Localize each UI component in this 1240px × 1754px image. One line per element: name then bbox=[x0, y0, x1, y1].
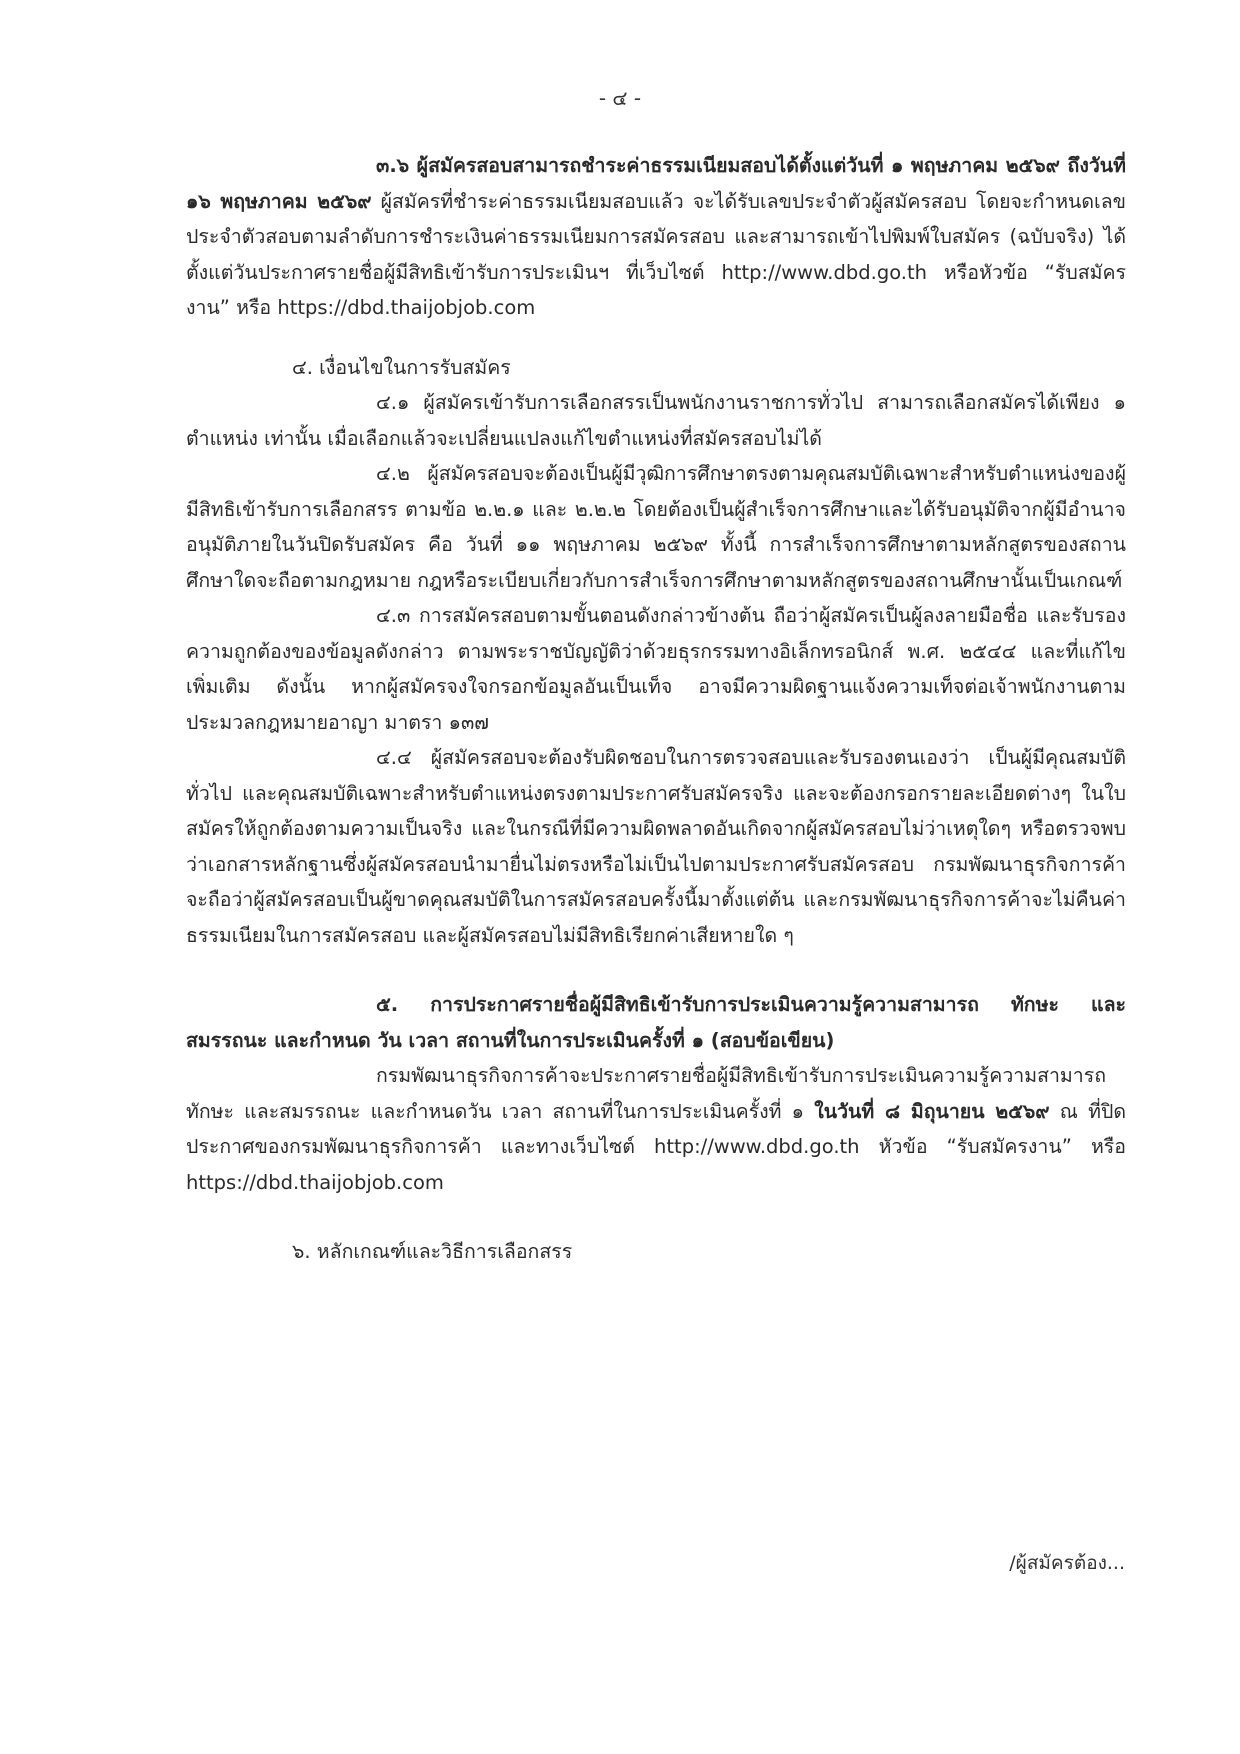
section-3-6-body: ผู้สมัครที่ชำระค่าธรรมเนียมสอบแล้ว จะได้รับเลขประจำตัวผู้สมัครสอบ โดยจะกำหนดเลขประจำตัวสอบตามลำดับการชำระเงินค่าธรรมเนียมการสมัครสอบ และสามารถเข้าไปพิมพ์ใบสมัคร (ฉบับจริง) ได้ตั้งแต่วันประกาศรายชื่อผู้มีสิทธิเข้ารับการประเมินฯ ที่เว็บไซต์ http://www.dbd.go.th หรือหัวข้อ “รับสมัครงาน” หรือ https://dbd.thaijobjob.com bbox=[186, 189, 1126, 319]
section-5-heading: ๕. การประกาศรายชื่อผู้มีสิทธิเข้ารับการประเมินความรู้ความสามารถ ทักษะ และสมรรถนะ และกำหนด วัน เวลา สถานที่ในการประเมินครั้งที่ ๑ (สอบข้อเขียน) bbox=[186, 993, 1126, 1052]
section-3-6-paragraph bbox=[186, 148, 1126, 326]
section-5-date: ในวันที่ ๘ มิถุนายน ๒๕๖๙ bbox=[814, 1099, 1050, 1123]
section-3-6-lead: ๓.๖ ผู้สมัครสอบสามารถชำระค่าธรรมเนียมสอบได้ตั้งแต่วันที่ ๑ พฤษภาคม ๒๕๖๙ ถึงวันที่ ๑๖ พฤษภาคม ๒๕๖๙ bbox=[186, 154, 1126, 213]
document-body bbox=[186, 148, 1126, 1270]
section-5-body-tail: ณ ที่ปิดประกาศของกรมพัฒนาธุรกิจการค้า และทางเว็บไซต์ http://www.dbd.go.th หัวข้อ “รับสมัครงาน” หรือ https://dbd.thaijobjob.com bbox=[186, 1099, 1126, 1194]
section-5-body bbox=[186, 1058, 1126, 1200]
section-4-1: ๔.๑ ผู้สมัครเข้ารับการเลือกสรรเป็นพนักงานราชการทั่วไป สามารถเลือกสมัครได้เพียง ๑ ตำแหน่ง เท่านั้น เมื่อเลือกแล้วจะเปลี่ยนแปลงแก้ไขตำแหน่งที่สมัครสอบไม่ได้ bbox=[186, 391, 1126, 450]
section-4-2: ๔.๒ ผู้สมัครสอบจะต้องเป็นผู้มีวุฒิการศึกษาตรงตามคุณสมบัติเฉพาะสำหรับตำแหน่งของผู้มีสิทธิเข้ารับการเลือกสรร ตามข้อ ๒.๒.๑ และ ๒.๒.๒ โดยต้องเป็นผู้สำเร็จการศึกษาและได้รับอนุมัติจากผู้มีอำนาจอนุมัติภายในวันปิดรับสมัคร คือ วันที่ ๑๑ พฤษภาคม ๒๕๖๙ ทั้งนี้ การสำเร็จการศึกษาตามหลักสูตรของสถานศึกษาใดจะถือตามกฎหมาย กฎหรือระเบียบเกี่ยวกับการสำเร็จการศึกษาตามหลักสูตรของสถานศึกษานั้นเป็นเกณฑ์ bbox=[186, 462, 1126, 592]
section-5-body-text: กรมพัฒนาธุรกิจการค้าจะประกาศรายชื่อผู้มีสิทธิเข้ารับการประเมินความรู้ความสามารถ ทักษะ และสมรรถนะ และกำหนดวัน เวลา สถานที่ในการประเมินครั้งที่ ๑ bbox=[186, 1064, 1107, 1123]
page-number: - ๔ - bbox=[598, 86, 642, 110]
section-4-4: ๔.๔ ผู้สมัครสอบจะต้องรับผิดชอบในการตรวจสอบและรับรองตนเองว่า เป็นผู้มีคุณสมบัติทั่วไป และคุณสมบัติเฉพาะสำหรับตำแหน่งตรงตามประกาศรับสมัครจริง และจะต้องกรอกรายละเอียดต่างๆ ในใบสมัครให้ถูกต้องตามความเป็นจริง และในกรณีที่มีความผิดพลาดอันเกิดจากผู้สมัครสอบไม่ว่าเหตุใดๆ หรือตรวจพบว่าเอกสารหลักฐานซึ่งผู้สมัครสอบนำมายื่นไม่ตรงหรือไม่เป็นไปตามประกาศรับสมัครสอบ กรมพัฒนาธุรกิจการค้า จะถือว่าผู้สมัครสอบเป็นผู้ขาดคุณสมบัติในการสมัครสอบครั้งนี้มาตั้งแต่ต้น และกรมพัฒนาธุรกิจการค้าจะไม่คืนค่าธรรมเนียมในการสมัครสอบ และผู้สมัครสอบไม่มีสิทธิเรียกค่าเสียหายใด ๆ bbox=[186, 746, 1126, 947]
continuation-marker: /ผู้สมัครต้อง... bbox=[1009, 1552, 1125, 1574]
section-4-3: ๔.๓ การสมัครสอบตามขั้นตอนดังกล่าวข้างต้น ถือว่าผู้สมัครเป็นผู้ลงลายมือชื่อ และรับรองความถูกต้องของข้อมูลดังกล่าว ตามพระราชบัญญัติว่าด้วยธุรกรรมทางอิเล็กทรอนิกส์ พ.ศ. ๒๕๔๔ และที่แก้ไขเพิ่มเติม ดังนั้น หากผู้สมัครจงใจกรอกข้อมูลอันเป็นเท็จ อาจมีความผิดฐานแจ้งความเท็จต่อเจ้าพนักงานตามประมวลกฎหมายอาญา มาตรา ๑๓๗ bbox=[186, 604, 1126, 734]
section-4-heading: ๔. เงื่อนไขในการรับสมัคร bbox=[292, 355, 511, 379]
section-6-heading: ๖. หลักเกณฑ์และวิธีการเลือกสรร bbox=[292, 1240, 573, 1263]
